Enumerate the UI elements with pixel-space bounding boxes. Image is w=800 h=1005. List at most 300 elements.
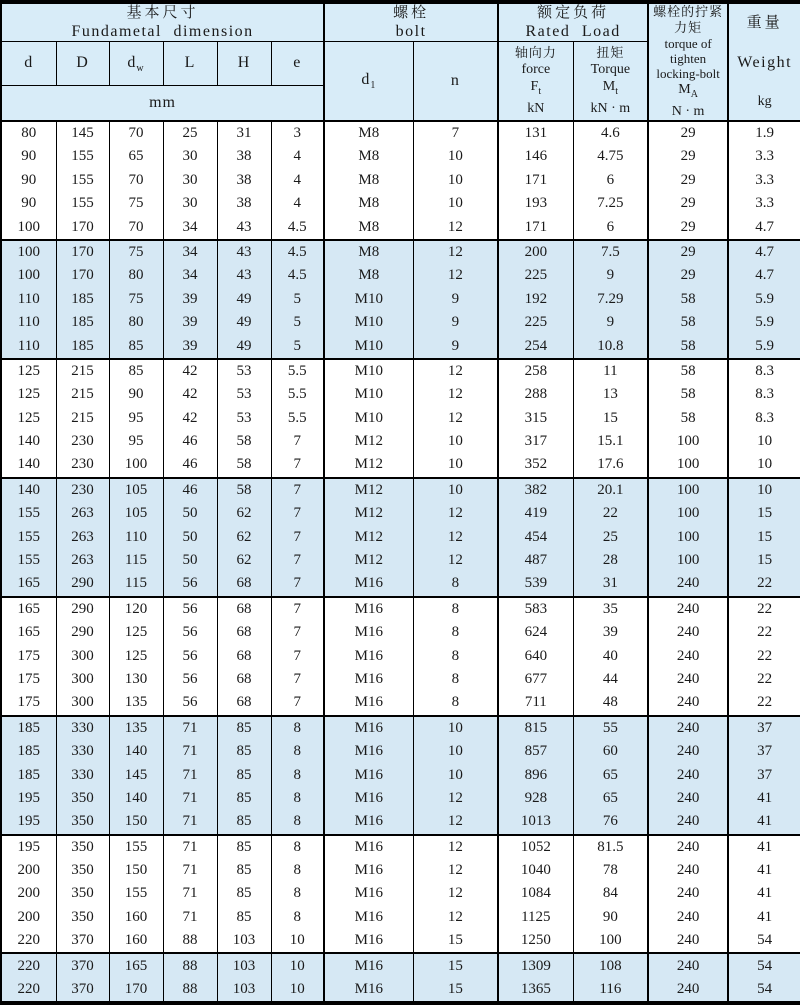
cell: 220: [1, 978, 56, 1003]
cell: 115: [109, 549, 163, 572]
cell: 5.9: [728, 311, 800, 334]
cell: 8: [271, 787, 324, 810]
cell: 115: [109, 572, 163, 596]
cell: 317: [498, 430, 573, 453]
cell: 15: [413, 978, 498, 1003]
header-locking-torque-unit: N · m: [671, 103, 705, 119]
cell: 25: [573, 525, 648, 548]
cell: 42: [163, 383, 217, 406]
cell: 185: [1, 763, 56, 786]
cell: 9: [413, 311, 498, 334]
cell: 34: [163, 240, 217, 264]
table-row: [1, 644, 800, 667]
cell: 12: [413, 502, 498, 525]
cell: 350: [56, 859, 109, 882]
cell: 150: [109, 810, 163, 834]
table-row: [1, 668, 800, 691]
cell: 454: [498, 525, 573, 548]
header-col-axial-force: [498, 42, 573, 121]
cell: 71: [163, 882, 217, 905]
cell: 8: [271, 740, 324, 763]
cell: 170: [56, 264, 109, 287]
cell: 53: [217, 406, 271, 429]
cell: 200: [1, 859, 56, 882]
cell: 200: [1, 906, 56, 929]
cell: 7: [271, 478, 324, 502]
cell: 58: [648, 383, 728, 406]
table-row: [1, 525, 800, 548]
cell: 81.5: [573, 835, 648, 859]
cell: 155: [109, 835, 163, 859]
table-row: [1, 597, 800, 621]
cell: 39: [163, 334, 217, 358]
cell: 22: [728, 572, 800, 596]
cell: 8: [413, 572, 498, 596]
header-col-e: e: [271, 42, 324, 86]
cell: 41: [728, 787, 800, 810]
table-header: [1, 2, 800, 121]
cell: 12: [413, 215, 498, 239]
cell: 125: [109, 621, 163, 644]
cell: 90: [109, 383, 163, 406]
table-row: [1, 502, 800, 525]
cell: 10: [271, 953, 324, 977]
cell: 240: [648, 787, 728, 810]
cell: 185: [1, 740, 56, 763]
header-mm-unit: mm: [1, 86, 324, 121]
cell: 240: [648, 882, 728, 905]
cell: 195: [1, 835, 56, 859]
cell: 263: [56, 549, 109, 572]
cell: 62: [217, 549, 271, 572]
cell: 171: [498, 169, 573, 192]
cell: 48: [573, 691, 648, 715]
cell: 155: [1, 549, 56, 572]
cell: 1309: [498, 953, 573, 977]
cell: 240: [648, 621, 728, 644]
cell: 175: [1, 668, 56, 691]
table-row: [1, 740, 800, 763]
cell: 7: [413, 121, 498, 145]
cell: 85: [217, 763, 271, 786]
table-row: [1, 311, 800, 334]
cell: M8: [324, 192, 413, 215]
table-row: [1, 859, 800, 882]
header-fundamental-en: Fundametal dimension: [71, 23, 254, 40]
header-fundamental-zh: 基本尺寸: [126, 5, 199, 21]
cell: 240: [648, 835, 728, 859]
cell: 80: [1, 121, 56, 145]
header-locking-torque: [648, 2, 728, 121]
cell: 12: [413, 383, 498, 406]
cell: 155: [56, 169, 109, 192]
cell: 12: [413, 264, 498, 287]
cell: M16: [324, 929, 413, 953]
cell: 34: [163, 215, 217, 239]
table-row: [1, 406, 800, 429]
cell: 350: [56, 810, 109, 834]
cell: 62: [217, 502, 271, 525]
cell: 12: [413, 835, 498, 859]
cell: 352: [498, 453, 573, 477]
cell: 220: [1, 953, 56, 977]
cell: 110: [109, 525, 163, 548]
cell: 65: [573, 763, 648, 786]
cell: 46: [163, 430, 217, 453]
cell: 4.75: [573, 145, 648, 168]
cell: 487: [498, 549, 573, 572]
cell: 10: [413, 169, 498, 192]
cell: 55: [573, 716, 648, 740]
cell: 41: [728, 906, 800, 929]
cell: 100: [648, 478, 728, 502]
cell: M16: [324, 882, 413, 905]
cell: M10: [324, 383, 413, 406]
cell: 382: [498, 478, 573, 502]
cell: 41: [728, 859, 800, 882]
cell: 200: [1, 882, 56, 905]
cell: 90: [1, 169, 56, 192]
cell: 43: [217, 264, 271, 287]
cell: 54: [728, 929, 800, 953]
cell: 5.5: [271, 383, 324, 406]
cell: 88: [163, 953, 217, 977]
cell: 15.1: [573, 430, 648, 453]
cell: 170: [109, 978, 163, 1003]
cell: 7: [271, 502, 324, 525]
cell: 44: [573, 668, 648, 691]
table-body: [1, 121, 800, 1003]
cell: 165: [109, 953, 163, 977]
cell: 84: [573, 882, 648, 905]
cell: 711: [498, 691, 573, 715]
cell: 11: [573, 359, 648, 383]
cell: 58: [648, 359, 728, 383]
cell: 85: [217, 810, 271, 834]
cell: 225: [498, 311, 573, 334]
cell: 90: [1, 192, 56, 215]
cell: 4: [271, 169, 324, 192]
cell: M8: [324, 264, 413, 287]
cell: 56: [163, 572, 217, 596]
cell: 10: [271, 929, 324, 953]
table-row: [1, 145, 800, 168]
cell: 103: [217, 953, 271, 977]
cell: M8: [324, 121, 413, 145]
header-locking-torque-symbol: $M_A$: [678, 82, 698, 100]
table-row: [1, 882, 800, 905]
cell: 5.9: [728, 288, 800, 311]
cell: 263: [56, 502, 109, 525]
cell: 20.1: [573, 478, 648, 502]
cell: 155: [1, 502, 56, 525]
cell: M16: [324, 810, 413, 834]
table-row: [1, 691, 800, 715]
cell: 71: [163, 859, 217, 882]
cell: 1365: [498, 978, 573, 1003]
cell: 37: [728, 716, 800, 740]
cell: 68: [217, 597, 271, 621]
cell: M16: [324, 835, 413, 859]
cell: 4: [271, 145, 324, 168]
cell: 1040: [498, 859, 573, 882]
cell: 30: [163, 169, 217, 192]
cell: 350: [56, 906, 109, 929]
cell: 8: [413, 597, 498, 621]
cell: 22: [573, 502, 648, 525]
header-bolt-zh: 螺栓: [393, 5, 430, 21]
cell: 193: [498, 192, 573, 215]
cell: 7.5: [573, 240, 648, 264]
cell: 13: [573, 383, 648, 406]
cell: 39: [573, 621, 648, 644]
cell: 8: [413, 691, 498, 715]
cell: 125: [1, 359, 56, 383]
cell: 68: [217, 691, 271, 715]
cell: 175: [1, 691, 56, 715]
table-row: [1, 478, 800, 502]
cell: 53: [217, 359, 271, 383]
cell: 1052: [498, 835, 573, 859]
cell: 130: [109, 668, 163, 691]
cell: 677: [498, 668, 573, 691]
cell: 10: [413, 430, 498, 453]
cell: M16: [324, 644, 413, 667]
cell: 4: [271, 192, 324, 215]
cell: 240: [648, 929, 728, 953]
cell: M16: [324, 740, 413, 763]
cell: 200: [498, 240, 573, 264]
cell: 4.5: [271, 264, 324, 287]
cell: 10.8: [573, 334, 648, 358]
cell: 46: [163, 478, 217, 502]
table-row: [1, 621, 800, 644]
cell: 39: [163, 288, 217, 311]
header-axial-force-zh: 轴向力: [514, 45, 557, 60]
cell: 8.3: [728, 359, 800, 383]
cell: 35: [573, 597, 648, 621]
cell: 350: [56, 882, 109, 905]
cell: 3.3: [728, 169, 800, 192]
cell: 100: [1, 264, 56, 287]
table-row: [1, 169, 800, 192]
cell: 30: [163, 192, 217, 215]
cell: 5.5: [271, 406, 324, 429]
cell: 31: [573, 572, 648, 596]
cell: 146: [498, 145, 573, 168]
cell: 103: [217, 929, 271, 953]
cell: 8: [413, 621, 498, 644]
cell: M8: [324, 169, 413, 192]
cell: 192: [498, 288, 573, 311]
table-row: [1, 121, 800, 145]
cell: 315: [498, 406, 573, 429]
cell: 8.3: [728, 406, 800, 429]
cell: 58: [217, 478, 271, 502]
cell: 215: [56, 406, 109, 429]
header-axial-force-en: force: [521, 62, 551, 77]
cell: M12: [324, 430, 413, 453]
cell: 215: [56, 383, 109, 406]
cell: 170: [56, 240, 109, 264]
table-row: [1, 453, 800, 477]
cell: 240: [648, 740, 728, 763]
header-fundamental-dimension: [1, 2, 324, 42]
cell: 42: [163, 359, 217, 383]
cell: 29: [648, 145, 728, 168]
cell: 185: [56, 288, 109, 311]
cell: 12: [413, 810, 498, 834]
cell: 46: [163, 453, 217, 477]
cell: 70: [109, 169, 163, 192]
header-rated-load-zh: 额定负荷: [537, 5, 610, 21]
header-axial-force-symbol: $F_t$: [530, 79, 542, 97]
cell: M12: [324, 453, 413, 477]
cell: 155: [56, 192, 109, 215]
cell: 10: [271, 978, 324, 1003]
cell: 4.7: [728, 240, 800, 264]
cell: 640: [498, 644, 573, 667]
table-row: [1, 359, 800, 383]
cell: 29: [648, 121, 728, 145]
cell: M8: [324, 215, 413, 239]
cell: M10: [324, 311, 413, 334]
cell: 125: [1, 406, 56, 429]
cell: 71: [163, 740, 217, 763]
cell: 815: [498, 716, 573, 740]
cell: 71: [163, 810, 217, 834]
cell: 75: [109, 240, 163, 264]
cell: 3.3: [728, 192, 800, 215]
cell: 10: [728, 478, 800, 502]
cell: 100: [1, 240, 56, 264]
header-col-H: H: [217, 42, 271, 86]
header-torque-unit: kN · m: [590, 100, 631, 116]
cell: 56: [163, 597, 217, 621]
cell: 85: [217, 835, 271, 859]
table-row: [1, 810, 800, 834]
cell: 71: [163, 906, 217, 929]
cell: 4.7: [728, 264, 800, 287]
cell: 22: [728, 597, 800, 621]
cell: 110: [1, 288, 56, 311]
cell: 7: [271, 453, 324, 477]
cell: 71: [163, 835, 217, 859]
cell: 7: [271, 572, 324, 596]
cell: 215: [56, 359, 109, 383]
cell: M10: [324, 334, 413, 358]
cell: 17.6: [573, 453, 648, 477]
cell: 150: [109, 859, 163, 882]
cell: 22: [728, 668, 800, 691]
cell: 12: [413, 240, 498, 264]
cell: 8: [271, 859, 324, 882]
cell: 1084: [498, 882, 573, 905]
cell: 290: [56, 621, 109, 644]
cell: 12: [413, 882, 498, 905]
cell: 43: [217, 215, 271, 239]
cell: 5: [271, 288, 324, 311]
cell: 9: [573, 311, 648, 334]
cell: 31: [217, 121, 271, 145]
cell: 29: [648, 215, 728, 239]
cell: 30: [163, 145, 217, 168]
cell: 230: [56, 430, 109, 453]
header-bolt: [324, 2, 498, 42]
cell: 160: [109, 906, 163, 929]
cell: 8: [413, 644, 498, 667]
cell: 240: [648, 906, 728, 929]
header-rated-load: [498, 2, 648, 42]
cell: 171: [498, 215, 573, 239]
cell: 58: [648, 288, 728, 311]
cell: 370: [56, 978, 109, 1003]
cell: 68: [217, 572, 271, 596]
cell: 140: [109, 740, 163, 763]
cell: 928: [498, 787, 573, 810]
cell: 8: [271, 763, 324, 786]
cell: 258: [498, 359, 573, 383]
cell: 300: [56, 668, 109, 691]
cell: M12: [324, 525, 413, 548]
cell: 240: [648, 691, 728, 715]
header-locking-torque-en: torque of tighten locking-bolt: [656, 36, 720, 81]
cell: 22: [728, 691, 800, 715]
table-row: [1, 835, 800, 859]
cell: 53: [217, 383, 271, 406]
cell: 155: [56, 145, 109, 168]
cell: 1013: [498, 810, 573, 834]
cell: 240: [648, 763, 728, 786]
cell: 857: [498, 740, 573, 763]
cell: 15: [413, 929, 498, 953]
cell: M16: [324, 597, 413, 621]
cell: 9: [573, 264, 648, 287]
cell: 71: [163, 716, 217, 740]
cell: 145: [56, 121, 109, 145]
cell: 135: [109, 716, 163, 740]
cell: 58: [217, 453, 271, 477]
cell: 1250: [498, 929, 573, 953]
cell: 85: [217, 882, 271, 905]
cell: 1.9: [728, 121, 800, 145]
table-row: [1, 383, 800, 406]
cell: 7: [271, 644, 324, 667]
cell: 58: [648, 406, 728, 429]
cell: 100: [648, 549, 728, 572]
cell: 240: [648, 644, 728, 667]
cell: 15: [728, 525, 800, 548]
cell: 140: [1, 478, 56, 502]
cell: 240: [648, 810, 728, 834]
table-row: [1, 787, 800, 810]
cell: 58: [217, 430, 271, 453]
cell: 1125: [498, 906, 573, 929]
cell: 7.25: [573, 192, 648, 215]
cell: 60: [573, 740, 648, 763]
cell: 220: [1, 929, 56, 953]
cell: 419: [498, 502, 573, 525]
cell: 583: [498, 597, 573, 621]
cell: M10: [324, 406, 413, 429]
cell: 90: [1, 145, 56, 168]
cell: 58: [648, 334, 728, 358]
cell: 175: [1, 644, 56, 667]
cell: 29: [648, 192, 728, 215]
cell: 10: [728, 430, 800, 453]
cell: 100: [1, 215, 56, 239]
cell: M8: [324, 145, 413, 168]
